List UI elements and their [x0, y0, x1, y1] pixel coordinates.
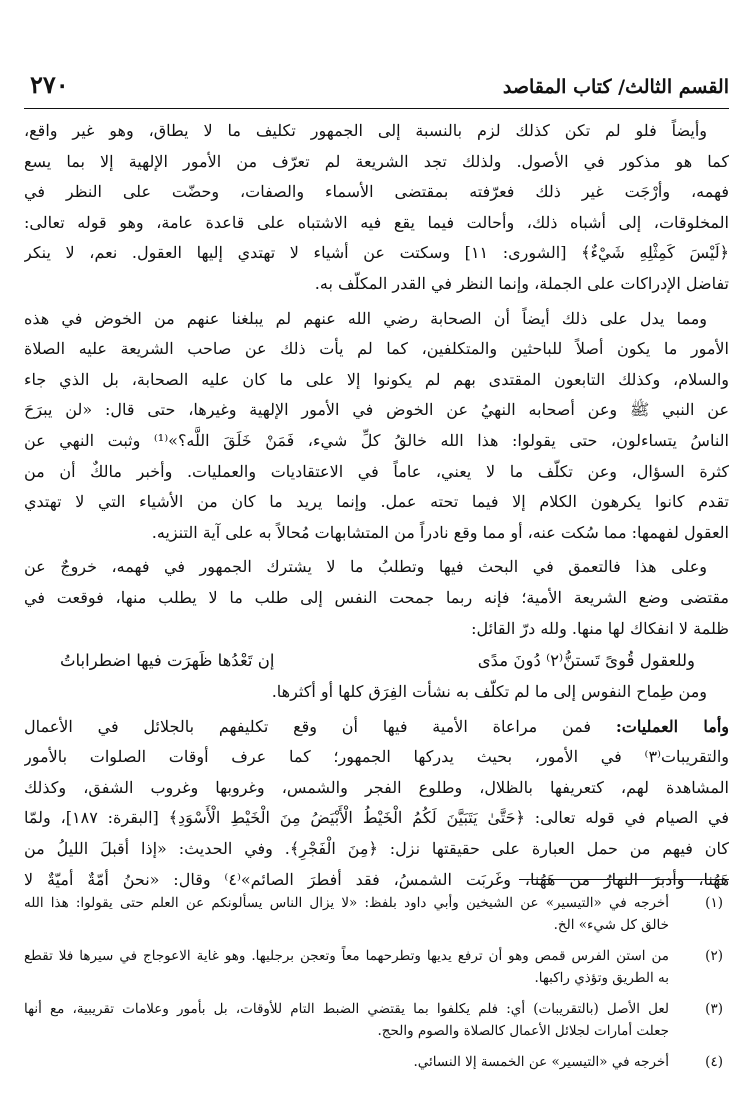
footnote-line: من استن الفرس قمص وهو أن ترفع يديها وتطرحهما معاً وتعجن برجليها. وهو غاية الاعوجاج في سيرها فلا تقطع	[24, 948, 669, 964]
text-span: فمن مراعاة الأمية فيها أن وقع تكليفهم بالجلائل في الأعمال	[24, 716, 592, 736]
footnote-line: أخرجه في «التيسير» عن الشيخين وأبي داود بلفظ: «لا يزال الناس يسألونكم عن العلم حتى يقولوا: هذا الله	[24, 895, 669, 911]
text-line: وأيضاً فلو لم تكن كذلك لزم بالنسبة إلى الجمهور تكليف ما لا يطاق، وهو غير واقع،	[24, 121, 707, 140]
text-line: الناسُ يتساءلون، حتى يقولوا: هذا الله خالقُ كلِّ شيء، فَمَنْ خَلَقَ اللَّه؟»⁽¹⁾ وثبت النهي عن	[24, 430, 729, 450]
footnote-line: خالق كل شيء» الخ.	[553, 917, 669, 933]
text-line: مقتضى وضع الشريعة الأمية؛ فإنه ربما جمحت النفس إلى طلب ما لا يطلب منها، فوقعت في	[24, 587, 729, 607]
footnote	[24, 1051, 729, 1073]
text-line: وعلى هذا فالتعمق في البحث فيها وتطلبُ ما لا يشترك الجمهور في فهمه، خروجٌ عن	[24, 557, 708, 577]
text-line: تفاضل الإدراكات على الجملة، وإنما النظر في القدر المكلّف به.	[314, 273, 729, 293]
text-line: فهمه، وأرْجَت غير ذلك فعرّفته بمقتضى الأسماء والصفات، وحضّت على النظر في	[24, 182, 729, 202]
poem-verse	[24, 644, 729, 677]
footnote	[24, 892, 729, 936]
text-line: المخلوقات، إلى أشباه ذلك، وأحالت فيما يقع فيه الاشتباه على قاعدة عامة، وهو قوله تعالى:	[24, 212, 729, 232]
footnote-number: (٢)	[705, 948, 723, 964]
chapter-title: القسم الثالث/ كتاب المقاصد	[502, 76, 729, 98]
footnote-number: (١)	[705, 895, 723, 911]
poem-second-hemistich: إن تَعْدُها ظَهرَت فيها اضطراباتُ	[60, 651, 275, 671]
text-line: كثرة السؤال، وعن تكلّف ما لا يعني، عاماً في الاعتقاديات والعمليات. وأخبر مالكٌ أن من	[24, 461, 729, 481]
text-line: في الصيام في قوله تعالى: ﴿حَتَّىٰ يَتَبَيَّنَ لَكُمُ الْخَيْطُ الْأَبْيَضُ مِنَ الْخَيْطِ الْأَسْوَدِ﴾ [البقرة: ١٨٧]، ولمّا	[24, 808, 729, 828]
running-header	[24, 62, 729, 109]
text-line: ومن طِماح النفوس إلى ما لم تكلّف به نشأت الفِرَق كلها أو أكثرها.	[271, 682, 707, 702]
text-line: ﴿لَيْسَ كَمِثْلِهِ شَيْءٌ﴾ [الشورى: ١١] وسكتت عن أشياء لا تهتدي إليها العقول. نعم، لا ينكر	[24, 243, 729, 263]
section-heading: وأما العمليات:	[615, 716, 729, 736]
text-line: كما هو مذكور في الأصول. ولذلك تجد الشريعة لم تعرّف من الأمور الإلهية إلا بما يسع	[24, 151, 729, 171]
footnote	[24, 998, 729, 1042]
footnote-divider	[519, 879, 729, 880]
text-line	[24, 712, 729, 743]
main-text	[24, 116, 729, 895]
text-line: عن النبي ﷺ وعن أصحابه النهيُ عن الخوض في الأمور الإلهية وغيرها، حتى قال: «لن يبرَحَ	[24, 400, 729, 420]
text-line: والتقريبات⁽٣⁾ في الأمور، بحيث يدركها الجمهور؛ كما عرف أوقات الصلوات بالأمور	[24, 747, 729, 767]
text-line: ظلمة لا انفكاك لها منها. ولله درّ القائل:	[471, 618, 729, 638]
footnote-line: به الطريق وتؤذي راكبها.	[534, 970, 669, 986]
text-line: هَهُنا، وأدبرَ النهارُ من هَهُنا، وغَربَت الشمسُ، فقد أفطرَ الصائم»⁽٤⁾ وقال: «نحنُ أمّةٌ أميّةٌ لا	[24, 869, 729, 889]
footnote	[24, 945, 729, 989]
footnotes	[24, 892, 729, 1082]
text-line: كان فيهم من حمل العبارة على حقيقتها نزل: ﴿مِنَ الْفَجْرِ﴾. وفي الحديث: «إذا أقبلَ الليلُ من	[24, 839, 729, 859]
footnote-line: لعل الأصل (بالتقريبات) أي: فلم يكلفوا بما يقتضي الضبط التام للأوقات، بل بأمور وعلامات تقريبية، مع أنها	[24, 1001, 669, 1017]
footnote-number: (٤)	[705, 1054, 723, 1070]
footnote-line: جعلت أمارات لجلائل الأعمال كالصلاة والصوم والحج.	[377, 1023, 669, 1039]
text-line: العقول لفهمها: مما سُكت عنه، أو مما وقع نادراً من المتشابهات مُحالاً به على آية التنزيه.	[151, 522, 729, 542]
text-line: ومما يدل على ذلك أيضاً أن الصحابة رضي الله عنهم لم يبلغنا عنهم من الخوض في هذه	[24, 308, 707, 328]
footnote-number: (٣)	[705, 1001, 723, 1017]
footnote-line: أخرجه في «التيسير» عن الخمسة إلا النسائي.	[413, 1054, 669, 1070]
text-line: الأمور ما يكون أصلاً للباحثين والمتكلفين، كما لم يأت ذلك عن صاحب الشريعة عليه الصلاة	[24, 339, 729, 359]
text-line: تقدم كانوا يكرهون الكلام إلا فيما تحته عمل. وإنما يريد ما كان من الأشياء التي لا تهتدي	[24, 492, 729, 512]
text-line: المشاهدة لهم، كتعريفها بالظلال، وطلوع الفجر والشمس، وغروبها وغروب الشفق، وكذلك	[24, 777, 729, 797]
text-line: والسلام، وكذلك التابعون المقتدى بهم لم يكونوا إلا على ما كان عليه الصحابة، بل الذي جاء	[24, 369, 729, 389]
page-number: ٢٧٠	[30, 70, 69, 99]
poem-first-hemistich: وللعقول قُوىً تَستنُّ⁽٢⁾ دُونَ مدًى	[477, 651, 695, 671]
